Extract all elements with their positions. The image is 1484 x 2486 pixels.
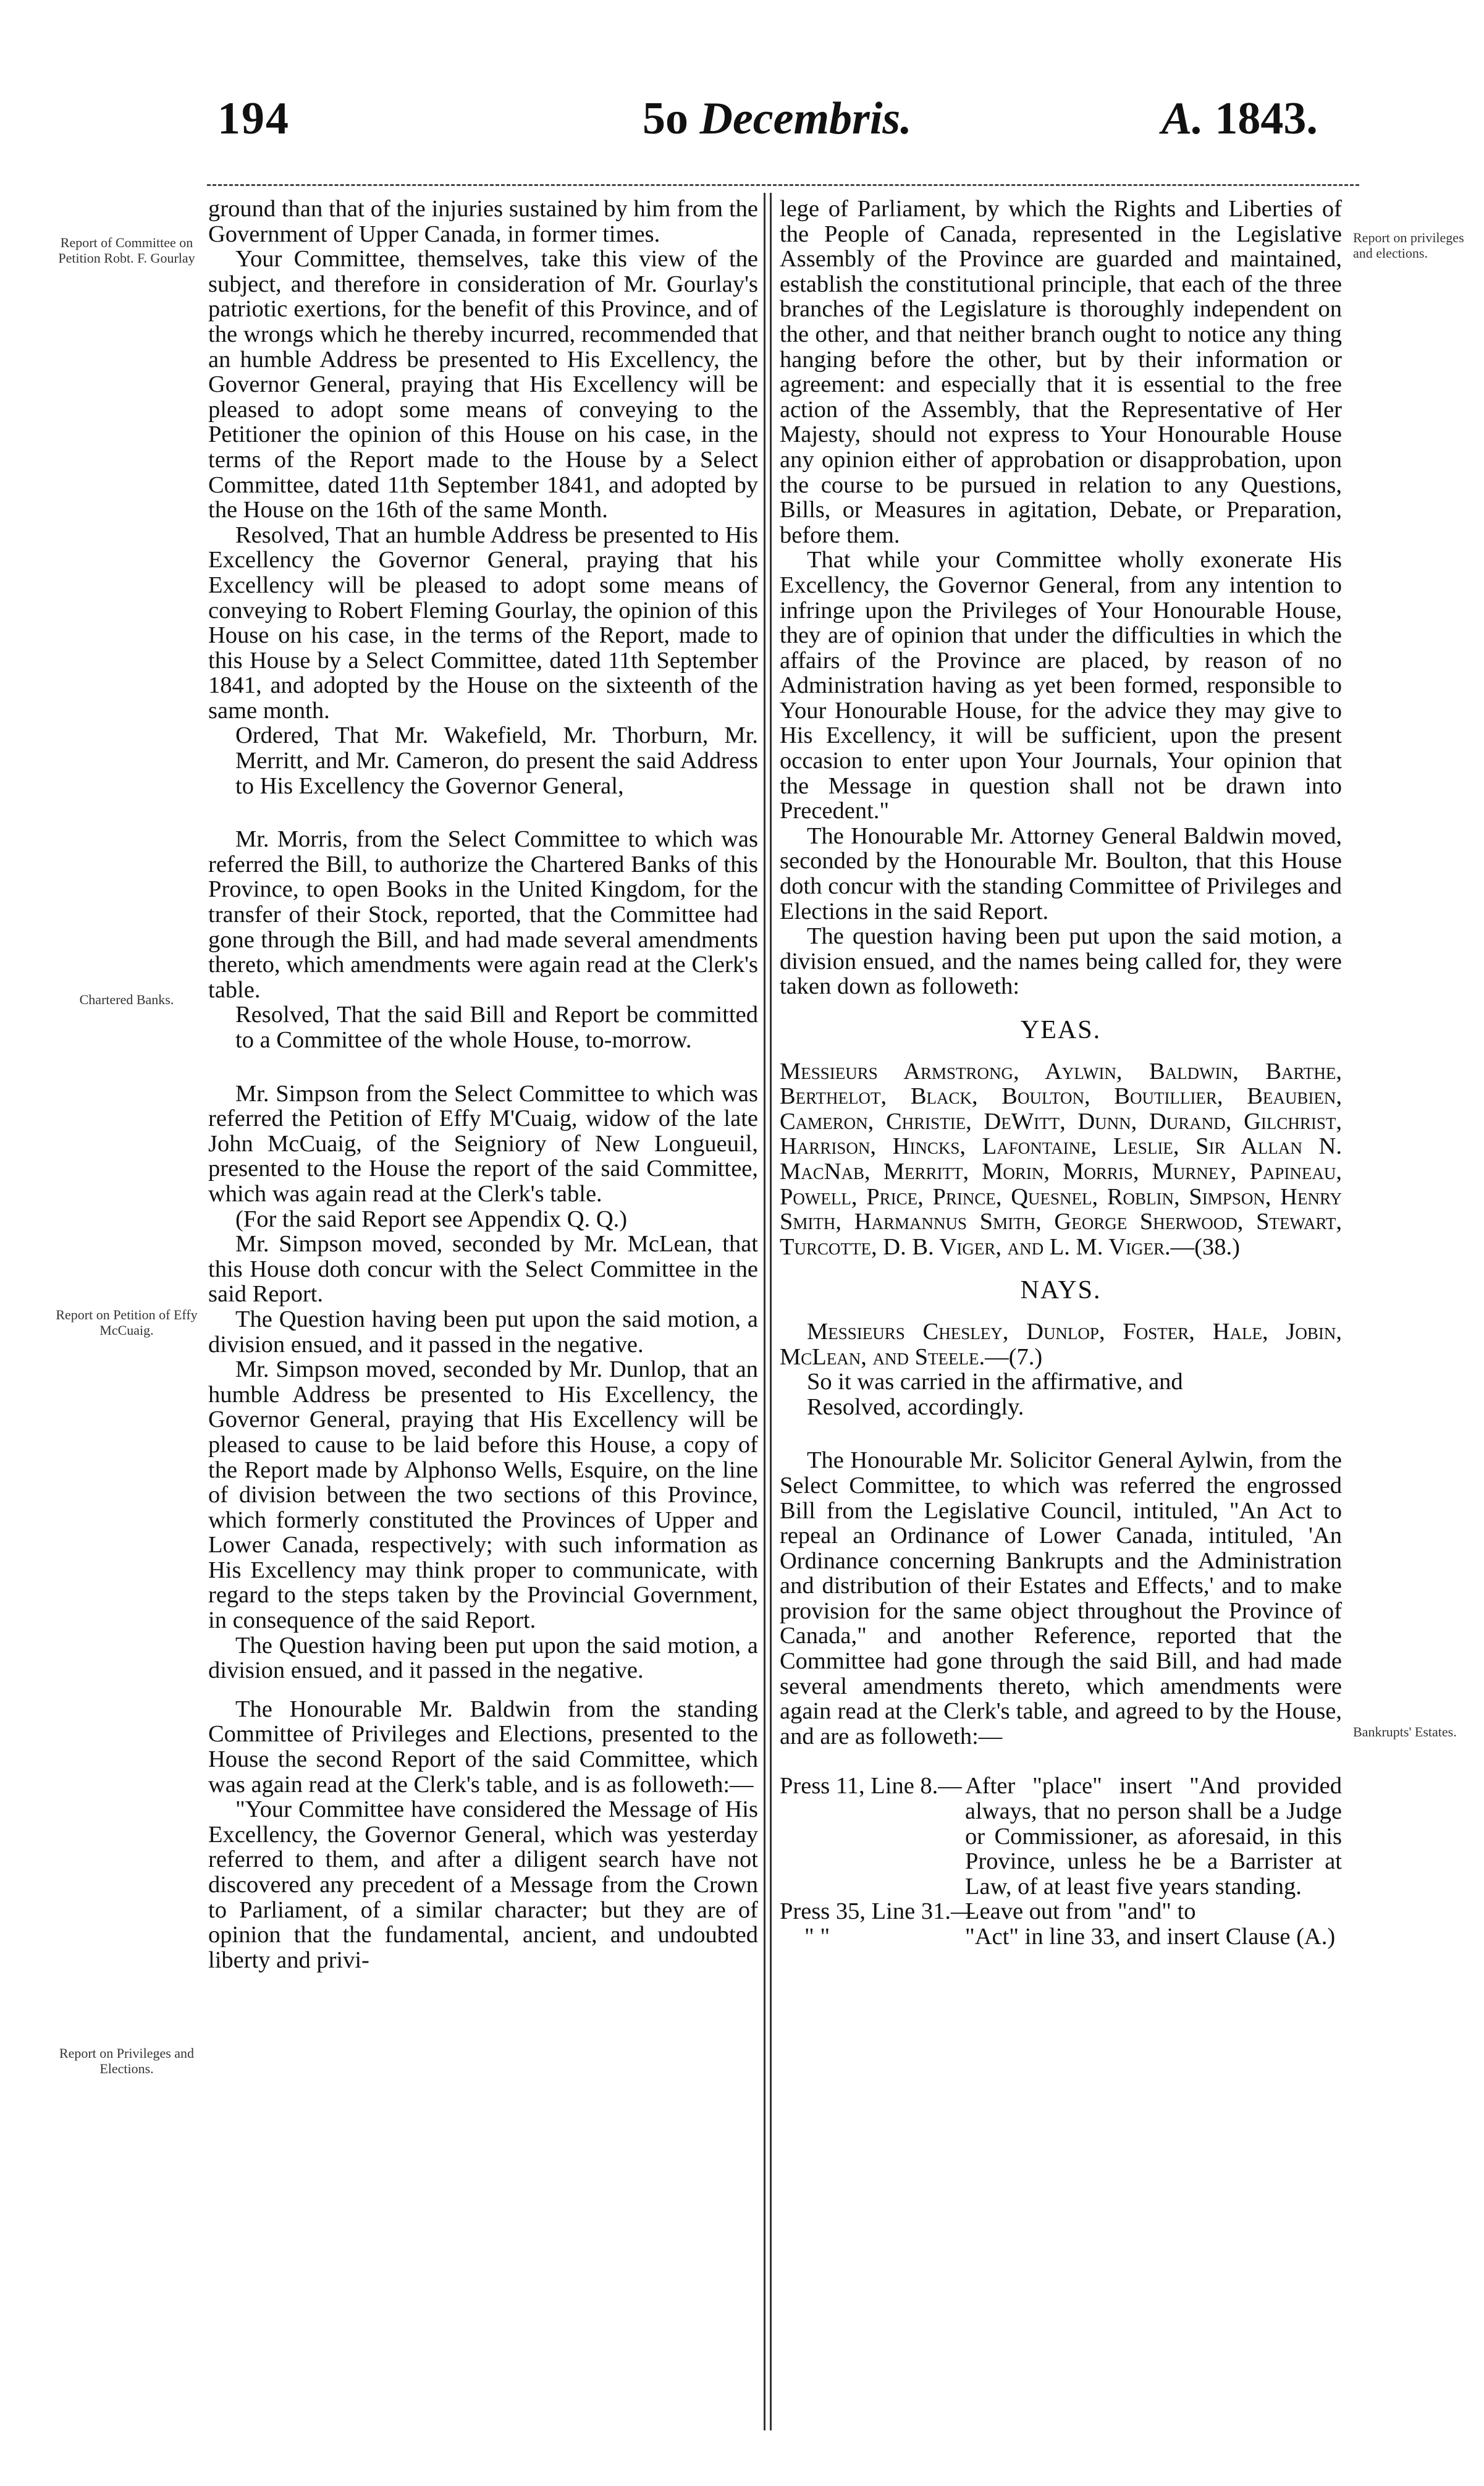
- amendment-key: Press 11, Line 8.—: [780, 1773, 962, 1799]
- amendment-key: Press 35, Line 31.—: [780, 1898, 975, 1925]
- paragraph: Mr. Simpson from the Select Committee to which was referred the Petition of Effy M'Cuaig, widow of the late John McCuaig, of the Seigniory of New Longueuil, presented to the House the report of the said Committee, which was again read at the Clerk's table.: [208, 1080, 758, 1207]
- amendment-text: Leave out from "and" to: [965, 1898, 1196, 1925]
- paragraph: Resolved, That the said Bill and Report be committed to a Committee of the whole House, to-morrow.: [235, 1002, 758, 1053]
- paragraph: "Your Committee have considered the Message of His Excellency, the Governor General, which was yesterday referred to them, and after a diligent search have not discovered any precedent of a Message from the Crown to Parliament, of a similar character; but they are of opinion that the fundamental, ancient, and undoubted liberty and privi-: [208, 1796, 758, 1973]
- paragraph: Resolved, That an humble Address be presented to His Excellency the Governor General, praying that his Excellency will be pleased to adopt some means of conveying to Robert Fleming Gourlay, the opinion of this House on his case, in the terms of the Report, made to this House by a Select Committee, dated 11th September 1841, and adopted by the House on the sixteenth of the same month.: [208, 522, 758, 724]
- paragraph: (For the said Report see Appendix Q. Q.): [235, 1206, 628, 1232]
- paragraph: The question having been put upon the said motion, a division ensued, and the names being called for, they were taken down as followeth:: [780, 923, 1342, 1000]
- paragraph: The Honourable Mr. Attorney General Baldwin moved, seconded by the Honourable Mr. Boulton, that this House doth concur with the standing Committee of Privileges and Elections in the said Report.: [780, 822, 1342, 924]
- paragraph: Ordered, That Mr. Wakefield, Mr. Thorburn, Mr. Merritt, and Mr. Cameron, do present the said Address to His Excellency the Governor General,: [235, 722, 758, 799]
- page-year: [1161, 93, 1318, 145]
- year-letter: A.: [1161, 93, 1204, 144]
- nays-heading: NAYS.: [1020, 1276, 1102, 1305]
- yeas-heading: YEAS.: [1020, 1016, 1102, 1044]
- year-value: 1843.: [1215, 93, 1318, 144]
- yeas-list: Messieurs Armstrong, Aylwin, Baldwin, Barthe, Berthelot, Black, Boulton, Boutillier, Beaubien, Cameron, Christie, DeWitt, Dunn, Durand, Gilchrist, Harrison, Hincks, Lafontaine, Leslie, Sir Allan N. MacNab, Merritt, Morin, Morris, Murney, Papineau, Powell, Price, Prince, Quesnel, Roblin, Simpson, Henry Smith, Harmannus Smith, George Sherwood, Stewart, Turcotte, D. B. Viger, and L. M. Viger.—(38.): [780, 1058, 1342, 1260]
- paragraph: The Honourable Mr. Baldwin from the standing Committee of Privileges and Elections, presented to the House the second Report of the said Committee, which was again read at the Clerk's table, and is as followeth:—: [208, 1696, 758, 1798]
- header-rule: [207, 184, 1359, 186]
- date-prefix: 5o: [643, 93, 688, 144]
- paragraph: The Honourable Mr. Solicitor General Aylwin, from the Select Committee, to which was referred the engrossed Bill from the Legislative Council, intituled, "An Act to repeal an Ordinance of Lower Canada, intituled, 'An Ordinance concerning Bankrupts and the Administration and distribution of their Estates and Effects,' and to make provision for the same object throughout the Province of Canada," and another Reference, reported that the Committee had gone through the said Bill, and had made several amendments thereto, which amendments were again read at the Clerk's table, and agreed to by the House, and are as followeth:—: [780, 1447, 1342, 1749]
- paragraph: Mr. Simpson moved, seconded by Mr. McLean, that this House doth concur with the Select Committee in the said Report.: [208, 1231, 758, 1308]
- right-column: [780, 197, 1342, 1950]
- paragraph: The Question having been put upon the said motion, a division ensued, and it passed in the negative.: [208, 1306, 758, 1358]
- amendments: [780, 1774, 1342, 1949]
- paragraph: So it was carried in the affirmative, and: [807, 1369, 1183, 1395]
- margin-note-gourlay: Report of Committee on Petition Robt. F. Gourlay: [58, 235, 195, 266]
- left-column: [208, 197, 758, 1972]
- page-date: [643, 93, 912, 145]
- margin-note-chartered-banks: Chartered Banks.: [79, 992, 174, 1007]
- page-header: [0, 93, 1484, 161]
- paragraph: lege of Parliament, by which the Rights and Liberties of the People of Canada, represented in the Legislative Assembly of the Province are guarded and maintained, establish the constitutional principle, that each of the three branches of the Legislature is thoroughly independent on the other, and that neither branch ought to notice any thing hanging before the other, but by their information or agreement: and especially that it is essential to the free action of the Assembly, that the Representative of Her Majesty, should not express to Your Honourable House any opinion either of approbation or disapprobation, upon the course to be pursued in relation to any Questions, Bills, or Measures in agitation, Debate, or Preparation, before them.: [780, 196, 1342, 548]
- column-divider: [764, 193, 765, 2430]
- margin-note-mccuaig: Report on Petition of Effy McCuaig.: [56, 1307, 198, 1338]
- page-number: 194: [217, 93, 290, 144]
- paragraph: That while your Committee wholly exonerate His Excellency, the Governor General, from any intention to infringe upon the Privileges of Your Honourable House, they are of opinion that under the difficulties in which the affairs of the Province are placed, by reason of no Administration having as yet been formed, responsible to Your Honourable House, for the advice they may give to His Excellency, it will be sufficient, upon the present occasion to enter upon Your Journals, Your opinion that the Message in question shall not be drawn into Precedent.": [780, 547, 1342, 824]
- margin-note-privileges-right: Report on privileges and elections.: [1353, 230, 1464, 261]
- paragraph: The Question having been put upon the said motion, a division ensued, and it passed in the negative.: [208, 1632, 758, 1684]
- amendment-text: After "place" insert "And provided always, that no person shall be a Judge or Commissioner, as aforesaid, in this Province, unless he be a Barrister at Law, of at least five years standing.: [965, 1773, 1342, 1900]
- paragraph: Mr. Morris, from the Select Committee to which was referred the Bill, to authorize the Chartered Banks of this Province, to open Books in the United Kingdom, for the transfer of their Stock, reported, that the Committee had gone through the Bill, and had made several amendments thereto, which amendments were again read at the Clerk's table.: [208, 826, 758, 1003]
- nays-list: Messieurs Chesley, Dunlop, Foster, Hale, Jobin, McLean, and Steele.—(7.): [780, 1318, 1342, 1370]
- paragraph: Your Committee, themselves, take this view of the subject, and therefore in consideration of Mr. Gourlay's patriotic exertions, for the benefit of this Province, and of the wrongs which he thereby incurred, recommended that an humble Address be presented to His Excellency, the Governor General, praying that His Excellency will be pleased to adopt some means of conveying to the Petitioner the opinion of this House on his case, in the terms of the Report made to the House by a Select Committee, dated 11th September 1841, and adopted by the House on the 16th of the same Month.: [208, 246, 758, 523]
- date-word: Decembris.: [699, 93, 912, 144]
- paragraph: Mr. Simpson moved, seconded by Mr. Dunlop, that an humble Address be presented to His Excellency, the Governor General, praying that His Excellency will be pleased to cause to be laid before this House, a copy of the Report made by Alphonso Wells, Esquire, on the line of division between the two sections of this Province, which formerly constituted the Provinces of Upper and Lower Canada, respectively; with such information as His Excellency may think proper to communicate, with regard to the steps taken by the Provincial Government, in consequence of the said Report.: [208, 1356, 758, 1634]
- margin-note-bankrupts: Bankrupts' Estates.: [1353, 1724, 1457, 1740]
- amendment-key: " ": [804, 1924, 830, 1950]
- amendment-text: "Act" in line 33, and insert Clause (A.): [965, 1924, 1336, 1950]
- paragraph: ground than that of the injuries sustained by him from the Government of Upper Canada, in former times.: [208, 196, 758, 247]
- margin-note-privileges: Report on Privileges and Elections.: [59, 2045, 195, 2076]
- column-divider: [770, 193, 772, 2430]
- paragraph: Resolved, accordingly.: [807, 1393, 1024, 1420]
